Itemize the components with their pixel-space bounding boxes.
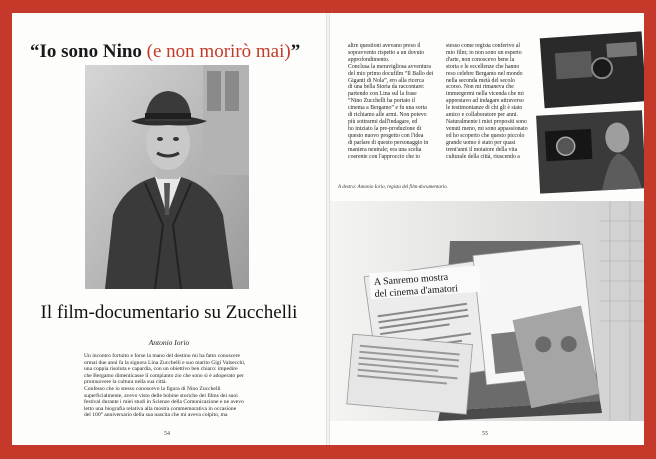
column-line: maniera neutrale; era una scelta — [348, 146, 422, 153]
column-line: stesso come regista conferivo al — [446, 43, 521, 49]
camera-photos — [536, 29, 644, 195]
column-line: le testimonianze di chi gli è stato — [446, 105, 523, 112]
quote-open: “Io sono Nino — [30, 41, 147, 62]
column-line: ed ho scoperto che questo piccolo — [446, 132, 525, 139]
column-line: di parlare di questo personaggio in — [348, 139, 429, 146]
camera-illustration — [536, 29, 644, 195]
column-line: partendo con Lina sul la frase — [348, 91, 417, 98]
column-line: di richiamo alle armi. Non potevo — [348, 112, 427, 119]
column-line: venuti meno, mi sono appassionato — [446, 125, 528, 132]
text-column-2 — [446, 43, 534, 160]
page-number-left: 54 — [164, 431, 170, 437]
body-line: superficialmente, avevo visto delle bobine storiche dei films dei suoi — [84, 392, 238, 399]
column-line: di una bella Storia da raccontare: — [348, 84, 425, 91]
column-line: reso celebre Bergamo nel mondo — [446, 70, 523, 77]
body-line: del 100° anniversario della sua nascita che mi aveva colpito, ma — [84, 412, 228, 419]
column-line: immergermi nella vicenda che mi — [446, 91, 524, 98]
column-line: trent'anni il motatore della vita — [446, 146, 518, 153]
body-line: che Bergamo dimenticasse il compianto zio che sono si è adoperato per — [84, 372, 244, 379]
newspaper-headline-line2: del cinema d'amatori — [374, 283, 459, 300]
newspaper-collage-photo — [330, 201, 644, 421]
pull-quote — [30, 41, 320, 63]
newspaper-headline-line1: A Sanremo mostra — [373, 271, 449, 288]
column-line: Giganti di Nola”, ero alla ricerca — [348, 77, 424, 84]
column-line: amico e collaboratore per anni. — [446, 112, 518, 119]
column-line: d'arte, non conoscevo bene la — [446, 56, 515, 63]
portrait-illustration — [85, 65, 249, 289]
text-column-1 — [348, 43, 436, 160]
column-line: “Nino Zucchelli ha portato il — [348, 98, 415, 105]
article-title: Il film-documentario su Zucchelli — [40, 302, 298, 323]
body-line: letto una biografia relativa alla mostra commemorativa in occasione — [84, 405, 237, 412]
column-line: Naturalmente i miei propositi sono — [446, 118, 527, 125]
body-line: una coppia risoluta e capardia, con un obiettivo ben chiaro: impedire — [84, 366, 238, 373]
column-line: approfondimento. — [348, 56, 390, 63]
column-line: storia e le eccellenze che hanno — [446, 63, 520, 70]
right-page — [330, 13, 644, 445]
column-line: più sottrarmi dall'indagare, ed — [348, 118, 418, 125]
quote-close: ” — [290, 41, 301, 62]
left-page — [12, 13, 326, 445]
body-line: Confesso che io stesso conoscevo la figura di Nino Zucchelli — [84, 385, 221, 392]
body-line: festival durante i miei studi in Scienze della Comunicazione e ne avevo — [84, 399, 244, 406]
body-line: promuovere la cultura nella sua città. — [84, 379, 167, 386]
column-line: scorso. Non mi rimaneva che — [446, 84, 514, 91]
article-author: Antonio Iorio — [148, 338, 190, 347]
column-line: grande uomo è stato per quasi — [446, 139, 516, 146]
portrait-photo — [85, 65, 249, 289]
column-line: culturale della città, riuscendo a — [446, 153, 520, 160]
column-line: cinema a Bergamo” e fu una sorta — [348, 105, 427, 112]
column-line: altre questioni avevano preso il — [348, 43, 421, 49]
column-line: apprestavo ad indagare attraverso — [446, 98, 524, 105]
column-line: mio film; io non sono un esperto — [446, 49, 522, 56]
page-number-right: 55 — [482, 431, 488, 437]
column-line: del mio primo docufilm “Il Ballo dei — [348, 70, 434, 77]
body-line: Un incontro fortuito e forse la mano del destino mi ha fatto conoscere — [84, 353, 240, 359]
column-line: sopravvento rispetto a un dovuto — [348, 49, 424, 56]
column-line: nella seconda metà del secolo — [446, 77, 515, 84]
newspaper-illustration — [330, 201, 644, 421]
column-line: Conclusa la meravigliosa avventura — [348, 63, 431, 70]
column-line: ho iniziato la pre-produzione di — [348, 125, 422, 132]
photo-caption: A destra: Antonio Iorio, regista del film-documentario. — [338, 185, 448, 190]
column-line: coerente con l'approccio che io — [348, 153, 420, 160]
column-line: questo nuovo progetto con l'idea — [348, 132, 424, 139]
body-line: ormai due anni fa la signora Lina Zucchelli e suo marito Gigi Valsecchi, — [84, 359, 246, 366]
article-body — [84, 353, 260, 419]
quote-red: (e non morirò mai) — [146, 41, 291, 62]
